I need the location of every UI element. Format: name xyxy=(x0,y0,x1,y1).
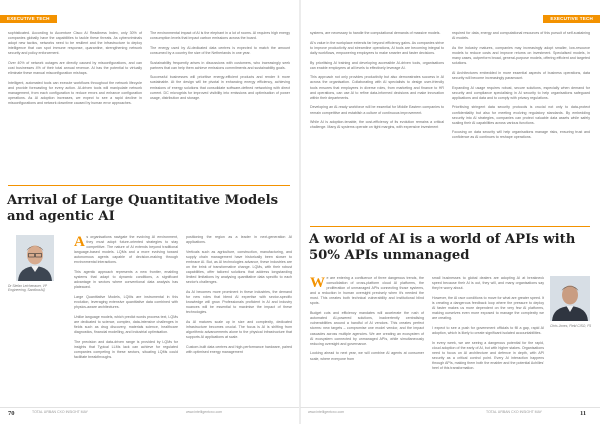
author-caption: Chris Jones, Field CISO, F5 xyxy=(550,324,592,328)
paragraph: Over 40% of network outages are directly caused by misconfigurations, and can cost businesses 4% of their total annual revenue. AI has the potential to virtually eliminate these manual misconfiguration mishaps. xyxy=(8,61,142,76)
section-divider xyxy=(8,185,290,186)
left-col2 xyxy=(150,31,290,176)
paragraph: Sustainability frequently arises in discussions with customers, who increasingly seek partners that can help them achieve emissions commitments and sustainability goals. xyxy=(150,60,290,70)
website-url: www.intelligentcxo.com xyxy=(186,410,223,414)
page-number: 70 xyxy=(8,410,15,417)
paragraph: Custom-built data centres and high-performance hardware, paired with optimised energy management xyxy=(186,345,292,355)
article-headline: A world of AI is a world of APIs with 50% APIs unmanaged xyxy=(309,232,576,263)
right-col1 xyxy=(310,31,444,219)
paragraph-text: s organisations navigate the evolving AI environment, they must adopt future-oriented strategies to stay competitive. The nature of AI extends beyond traditional language-based models. LQMs and a more evolving toward autonomous agents capable of decision-making through environmental interactions. xyxy=(74,235,178,265)
magazine-issue: TOTAL URBAN CXO INSIGHT MAY xyxy=(486,410,543,414)
paragraph: required for data, energy and computational resources of this pursuit of self-sustaining AI models. xyxy=(452,31,590,41)
paragraph: Expanding AI usage requires robust, secure solutions, especially when demand for security and compliance specialising in AI security to help organisations safeguard applications and data and to comply with privacy regulations. xyxy=(452,85,590,100)
paragraph: This agentic approach represents a new frontier, enabling systems that adapt to dynamic conditions, a significant advantage in sectors where conventional data analysis has plateaued. xyxy=(74,270,178,290)
paragraph: positioning the region as a leader in next-generation AI applications. xyxy=(186,235,292,245)
section-divider xyxy=(310,226,590,227)
paragraph: As the industry matures, companies may increasingly adopt smaller, low-resource models to reduce costs and improve returns on investment. Specialised models, in many cases, outperform broad, general-purpose models, offering efficient and targeted solutions. xyxy=(452,45,590,66)
paragraph: Large Quantitative Models, LQMs are instrumental in this evolution, leveraging extensive quantitative data combined with physics-aware architectures. xyxy=(74,295,178,310)
paragraph: In every week, we are seeing a dangerous potential for the rapid, cloud adoption of the early of AI, but with higher stakes. Organisations need to focus on AI architecture and defence in depth, with API security as a critical control point. Every AI interaction happens through APIs, making them both the enabler and the potential Achilles' heel of this transformation. xyxy=(432,340,544,371)
paragraph: Looking ahead to next year, we will combine AI agents at consumer scale, where everyone from xyxy=(310,351,424,361)
person-portrait-icon xyxy=(550,276,590,321)
paragraph: Intelligent, automated tools can execute workflows throughout the network lifecycle and provide forecasting for every action. AI-driven tools will manipulate network management, from each configuration to reduce errors and enhance configuration operations. As AI adoption increases, we expect to see a rapid decline in misconfigurations and network downtime caused by human error approaches. xyxy=(8,80,142,106)
paragraph: Prioritising stringent data security protocols is crucial not only to data-protect confidentiality but also for meeting evolving regulatory standards. By embedding security into AI strategies, companies can protect valuable data assets while safely scaling their AI capabilities across various functions. xyxy=(452,105,590,125)
paragraph: Verticals such as agriculture, construction, manufacturing, and supply chain management have historically been slower to embrace AI. But, as AI technologies advance, these industries are on the brink of transformative change. LQMs, with their robust capabilities, offer tailored solutions that address longstanding limited limitations by analysing quantitative data specific to each sector's challenges. xyxy=(186,249,292,285)
paragraph: This approach not only provides productivity but also demonstrates success in AI across the organisation. Collaborating with AI specialists to design user-friendly tools ensures that employees in diverse roles, from marketing and finance to HR and operations, can use AI to refine data-informed decisions and make innovation within their departments. xyxy=(310,75,444,100)
person-portrait-icon xyxy=(16,235,54,281)
paragraph: The energy used by AI-dedicated data centres is expected to match the amount consumed by a country the size of the Netherlands in one year. xyxy=(150,45,290,55)
paragraph-text: e are entering a confluence of three dangerous trends, the consolidation of cross-platform cloud AI platforms, the proliferation of unmanaged APIs connecting those systems, and a reduction in human oversight precisely when it's needed the most. This creates both technical vulnerability and institutional blind spots. xyxy=(310,276,424,306)
drop-cap: W xyxy=(310,275,325,291)
author-photo xyxy=(16,235,54,281)
page-number: 11 xyxy=(580,410,587,417)
paragraph: Developing an AI-ready workforce will be essential for Middle Eastern companies to remain competitive and establish a culture of continuous improvement. xyxy=(310,105,444,115)
paragraph: small businesses to global dealers are adopting AI at breakneck speed because their AI is out, they will, and many organisations say they're worry about. xyxy=(432,276,544,291)
author-caption: Dr Stefan Leichenauer, VP Engineering, SandboxAQ xyxy=(8,284,47,293)
article-headline: Arrival of Large Quantitative Models and agentic AI xyxy=(7,193,279,224)
right-col2 xyxy=(452,31,590,219)
right-page xyxy=(300,0,600,424)
right-footer xyxy=(300,407,600,416)
paragraph xyxy=(310,276,424,307)
author-photo xyxy=(550,276,590,321)
paragraph: systems, are necessary to handle the computational demands of massive models. xyxy=(310,31,441,35)
left-footer xyxy=(0,407,300,416)
paragraph: I expect to see a push for government officials to fill a gap, rapid AI adoption, which is likely to create significant isolated accountabilities. xyxy=(432,325,544,336)
left-col3 xyxy=(74,235,178,405)
left-col4 xyxy=(186,235,292,405)
paragraph: While AI is adoption-tenable, the cost-efficiency of its evolution remains a critical challenge. Many AI systems operate on tight margins, with expensive investment xyxy=(310,120,444,130)
magazine-issue: TOTAL URBAN CXO INSIGHT MAY xyxy=(32,410,89,414)
paragraph: sophisticated. According to Accenture Cisco AI Readiness Index, only 30% of companies globally have the capabilities to tackle these threats. As cybercriminals adopt new tactics, networks need to be resilient and the infrastructure to deploy intelligence that can spot immune response, quarantine, strengthening network security and policy enforcement. xyxy=(8,31,142,56)
paragraph: The environmental impact of AI is the elephant in a lot of rooms. AI requires high energy consumption levels that impact carbon emissions across the board. xyxy=(150,31,290,41)
paragraph: As AI becomes more prominent in these industries, the demand for new roles that blend AI expertise with sector-specific knowledge will grow. Professionals proficient in AI and industry nuances will be essential to maximise the impact of these technologies. xyxy=(186,290,292,315)
paragraph: AI's value in the workplace extends far beyond efficiency gains. As companies strive to improve productivity and streamline operations, AI tools are becoming integral to daily workflows, empowering employees to make smarter and faster decisions. xyxy=(310,40,444,55)
paragraph: Successful businesses will prioritise energy-efficient products and render it more sustainable. At the design will be pivotal in enhancing energy efficiency, achieving emissions of energy solutions that consolidate software-defined networking with direct current. DC microgrids for improved visibility into emissions and optimisation of power usage, distribution and storage. xyxy=(150,75,290,100)
paragraph: By prioritising AI training and developing accessible AI-driven tools, organisations can enable employees at all levels to effectively leverage AI. xyxy=(310,60,444,70)
paragraph: However, the AI race conditions to move for what are greater speed. It is creating a dangerous feedback loop where the pressure to deploy AI faster makes us more dependent on the very few AI platforms, making ourselves even more exposed to manage the complexity we are creating. xyxy=(432,295,544,321)
section-tag: EXECUTIVE TECH xyxy=(543,15,600,23)
paragraph: Focusing on data security will help organisations manage risks, ensuring trust and confidence as AI continues to reshape operations. xyxy=(452,130,590,140)
section-tag: EXECUTIVE TECH xyxy=(0,15,57,23)
website-url: www.intelligentcxo.com xyxy=(308,410,345,414)
drop-cap: A xyxy=(74,234,85,250)
paragraph: The precision and data-driven range is provided by LQMs for insights that Typical LLMs lack can achieve for regulated companies competing in these sectors, situating LQMs could facilitate breakthroughs. xyxy=(74,339,178,360)
paragraph: As AI matures scale up in size and complexity, dedicated infrastructure becomes crucial. The focus is AI is shifting from algorithmic advancements alone to the physical infrastructure that supports AI applications at scale. xyxy=(186,320,292,340)
right-col3 xyxy=(310,276,424,404)
paragraph: AI Architectures embedded in more essential aspects of business operations, data security will become increasingly paramount. xyxy=(452,70,590,80)
paragraph: Budget cuts and efficiency mandates will accelerate the rush of automated AI-powered solutions, inadvertently centralising vulnerabilities around a handful of AI vendors. This creates perfect storms: new targets – compromise one model vendor, and the impact cascades across multiple agencies. We are creating an ecosystem of AI ecosystem connected by unmanaged APIs, while simultaneously reducing oversight and governance. xyxy=(310,311,424,346)
right-col4 xyxy=(432,276,544,404)
paragraph: Unlike language models, which predict words process text, LQMs are dedicated to science, complex, data-intensive challenges in fields such as drug discovery, materials science, healthcare diagnostics, financial modelling, and industrial optimisation. xyxy=(74,315,178,335)
paragraph xyxy=(74,235,178,266)
left-col1 xyxy=(8,31,142,176)
